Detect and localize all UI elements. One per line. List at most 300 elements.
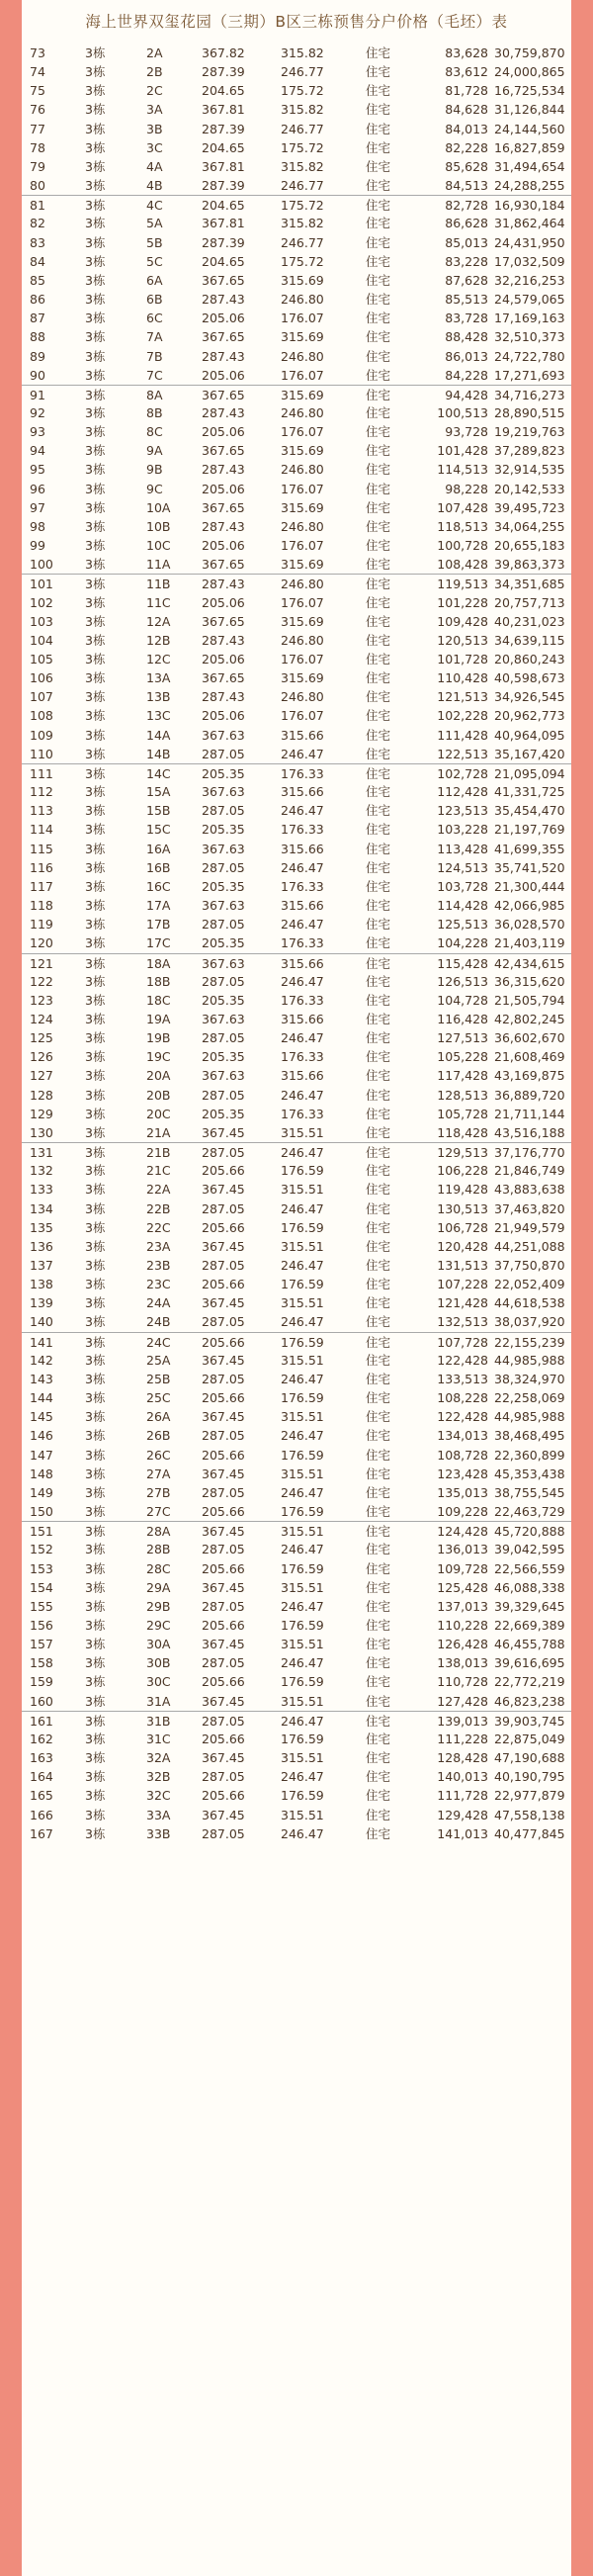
- gross-area: 205.06: [202, 367, 245, 383]
- total-price: 20,757,713: [494, 594, 565, 610]
- row-number: 136: [30, 1238, 53, 1254]
- gross-area: 367.45: [202, 1352, 245, 1368]
- building: 3栋: [85, 1314, 106, 1330]
- building: 3栋: [85, 632, 106, 648]
- net-area: 315.51: [281, 1182, 324, 1198]
- gross-area: 287.05: [202, 1484, 245, 1500]
- usage: 住宅: [366, 1314, 391, 1330]
- building: 3栋: [85, 518, 106, 534]
- building: 3栋: [85, 1145, 106, 1161]
- total-price: 19,219,763: [494, 424, 565, 440]
- building: 3栋: [85, 1447, 106, 1463]
- net-area: 315.51: [281, 1238, 324, 1254]
- unit-price: 129,428: [437, 1807, 488, 1822]
- gross-area: 287.05: [202, 1030, 245, 1046]
- unit-number: 26A: [146, 1409, 171, 1425]
- total-price: 47,190,688: [494, 1750, 565, 1766]
- unit-number: 8A: [146, 387, 163, 402]
- total-price: 44,985,988: [494, 1352, 565, 1368]
- row-number: 80: [30, 178, 45, 194]
- row-number: 167: [30, 1825, 53, 1841]
- net-area: 175.72: [281, 83, 324, 99]
- unit-price: 132,513: [437, 1314, 488, 1330]
- table-title: 海上世界双玺花园（三期）B区三栋预售分户价格（毛坯）表: [85, 13, 508, 31]
- gross-area: 205.35: [202, 878, 245, 894]
- row-number: 104: [30, 632, 53, 648]
- total-price: 46,088,338: [494, 1579, 565, 1595]
- table-row: [22, 858, 571, 877]
- net-area: 175.72: [281, 198, 324, 214]
- unit-price: 87,628: [445, 272, 488, 288]
- net-area: 176.59: [281, 1334, 324, 1350]
- unit-price: 111,428: [437, 727, 488, 743]
- table-row: [22, 1521, 571, 1540]
- unit-price: 112,428: [437, 784, 488, 800]
- total-price: 41,331,725: [494, 784, 565, 800]
- row-number: 117: [30, 878, 53, 894]
- building: 3栋: [85, 557, 106, 573]
- table-row: [22, 1370, 571, 1388]
- usage: 住宅: [366, 1617, 391, 1633]
- gross-area: 367.65: [202, 499, 245, 515]
- net-area: 246.80: [281, 404, 324, 420]
- unit-price: 114,513: [437, 462, 488, 478]
- unit-price: 101,428: [437, 443, 488, 459]
- usage: 住宅: [366, 1731, 391, 1746]
- unit-number: 21B: [146, 1145, 171, 1161]
- row-number: 145: [30, 1409, 53, 1425]
- row-number: 154: [30, 1579, 53, 1595]
- table-row: [22, 1730, 571, 1748]
- net-area: 246.80: [281, 348, 324, 364]
- table-row: [22, 1692, 571, 1711]
- table-row: [22, 1635, 571, 1653]
- unit-price: 119,428: [437, 1182, 488, 1198]
- unit-number: 18C: [146, 992, 171, 1008]
- row-number: 99: [30, 538, 45, 554]
- table-row: [22, 782, 571, 801]
- unit-price: 101,228: [437, 594, 488, 610]
- unit-price: 81,728: [445, 83, 488, 99]
- unit-number: 27A: [146, 1466, 171, 1481]
- row-number: 105: [30, 652, 53, 666]
- net-area: 176.33: [281, 765, 324, 781]
- gross-area: 367.45: [202, 1637, 245, 1652]
- unit-number: 7A: [146, 329, 163, 345]
- total-price: 34,716,273: [494, 387, 565, 402]
- unit-price: 114,428: [437, 898, 488, 914]
- unit-number: 28A: [146, 1524, 171, 1540]
- row-number: 138: [30, 1277, 53, 1292]
- gross-area: 367.63: [202, 784, 245, 800]
- net-area: 176.59: [281, 1788, 324, 1804]
- unit-price: 98,228: [445, 481, 488, 496]
- total-price: 31,494,654: [494, 158, 565, 174]
- total-price: 34,926,545: [494, 689, 565, 705]
- net-area: 315.69: [281, 613, 324, 629]
- gross-area: 205.06: [202, 481, 245, 496]
- total-price: 17,169,163: [494, 311, 565, 326]
- table-row: [22, 81, 571, 100]
- unit-price: 103,728: [437, 878, 488, 894]
- building: 3栋: [85, 462, 106, 478]
- building: 3栋: [85, 481, 106, 496]
- usage: 住宅: [366, 784, 391, 800]
- unit-number: 33B: [146, 1825, 171, 1841]
- total-price: 40,598,673: [494, 670, 565, 686]
- row-number: 142: [30, 1352, 53, 1368]
- unit-price: 83,628: [445, 45, 488, 60]
- table-row: [22, 1806, 571, 1824]
- unit-price: 124,513: [437, 859, 488, 875]
- unit-number: 16B: [146, 859, 171, 875]
- gross-area: 367.45: [202, 1579, 245, 1595]
- net-area: 246.80: [281, 518, 324, 534]
- building: 3栋: [85, 272, 106, 288]
- table-row: [22, 1465, 571, 1483]
- building: 3栋: [85, 1049, 106, 1065]
- gross-area: 367.45: [202, 1524, 245, 1540]
- unit-number: 23A: [146, 1238, 171, 1254]
- usage: 住宅: [366, 1352, 391, 1368]
- usage: 住宅: [366, 1579, 391, 1595]
- row-number: 164: [30, 1769, 53, 1785]
- unit-number: 2A: [146, 45, 163, 60]
- unit-price: 109,728: [437, 1560, 488, 1576]
- gross-area: 287.05: [202, 1825, 245, 1841]
- unit-price: 100,728: [437, 538, 488, 554]
- gross-area: 367.45: [202, 1124, 245, 1140]
- total-price: 43,883,638: [494, 1182, 565, 1198]
- net-area: 315.69: [281, 329, 324, 345]
- row-number: 152: [30, 1542, 53, 1557]
- unit-price: 137,013: [437, 1598, 488, 1614]
- unit-price: 85,513: [445, 292, 488, 308]
- gross-area: 287.43: [202, 518, 245, 534]
- unit-price: 125,428: [437, 1579, 488, 1595]
- unit-number: 9A: [146, 443, 163, 459]
- net-area: 315.66: [281, 727, 324, 743]
- row-number: 73: [30, 45, 45, 60]
- total-price: 20,655,183: [494, 538, 565, 554]
- net-area: 246.47: [281, 746, 324, 761]
- building: 3栋: [85, 329, 106, 345]
- building: 3栋: [85, 784, 106, 800]
- building: 3栋: [85, 1068, 106, 1084]
- table-row: [22, 593, 571, 612]
- total-price: 21,197,769: [494, 822, 565, 838]
- unit-price: 110,228: [437, 1617, 488, 1633]
- table-row: [22, 706, 571, 725]
- net-area: 315.82: [281, 102, 324, 118]
- table-row: [22, 327, 571, 346]
- unit-number: 7B: [146, 348, 163, 364]
- building: 3栋: [85, 216, 106, 231]
- row-number: 101: [30, 577, 53, 592]
- unit-price: 106,228: [437, 1163, 488, 1179]
- row-number: 125: [30, 1030, 53, 1046]
- gross-area: 367.81: [202, 216, 245, 231]
- gross-area: 287.43: [202, 404, 245, 420]
- gross-area: 287.05: [202, 1145, 245, 1161]
- net-area: 176.07: [281, 481, 324, 496]
- gross-area: 287.05: [202, 973, 245, 989]
- row-number: 93: [30, 424, 45, 440]
- unit-price: 139,013: [437, 1713, 488, 1729]
- gross-area: 367.65: [202, 329, 245, 345]
- total-price: 16,827,859: [494, 139, 565, 155]
- unit-price: 110,428: [437, 670, 488, 686]
- unit-number: 6A: [146, 272, 163, 288]
- row-number: 123: [30, 992, 53, 1008]
- unit-price: 109,228: [437, 1504, 488, 1520]
- row-number: 98: [30, 518, 45, 534]
- unit-price: 122,513: [437, 746, 488, 761]
- table-row: [22, 726, 571, 745]
- row-number: 149: [30, 1484, 53, 1500]
- usage: 住宅: [366, 632, 391, 648]
- unit-price: 104,228: [437, 935, 488, 951]
- building: 3栋: [85, 102, 106, 118]
- unit-price: 128,513: [437, 1087, 488, 1103]
- unit-number: 21A: [146, 1124, 171, 1140]
- usage: 住宅: [366, 557, 391, 573]
- building: 3栋: [85, 83, 106, 99]
- net-area: 176.59: [281, 1447, 324, 1463]
- row-number: 90: [30, 367, 45, 383]
- building: 3栋: [85, 1731, 106, 1746]
- net-area: 315.51: [281, 1807, 324, 1822]
- building: 3栋: [85, 652, 106, 666]
- unit-number: 8C: [146, 424, 163, 440]
- unit-number: 22B: [146, 1200, 171, 1216]
- table-row: [22, 820, 571, 839]
- unit-number: 30C: [146, 1674, 171, 1690]
- unit-price: 118,428: [437, 1124, 488, 1140]
- unit-price: 100,513: [437, 404, 488, 420]
- unit-price: 120,428: [437, 1238, 488, 1254]
- net-area: 176.07: [281, 594, 324, 610]
- net-area: 315.82: [281, 216, 324, 231]
- usage: 住宅: [366, 1713, 391, 1729]
- usage: 住宅: [366, 292, 391, 308]
- building: 3栋: [85, 121, 106, 136]
- usage: 住宅: [366, 689, 391, 705]
- building: 3栋: [85, 1542, 106, 1557]
- net-area: 246.47: [281, 1598, 324, 1614]
- total-price: 46,455,788: [494, 1637, 565, 1652]
- unit-price: 131,513: [437, 1258, 488, 1273]
- table-row: [22, 1312, 571, 1331]
- net-area: 246.77: [281, 178, 324, 194]
- unit-price: 121,428: [437, 1295, 488, 1311]
- unit-price: 83,612: [445, 64, 488, 80]
- net-area: 176.07: [281, 538, 324, 554]
- total-price: 20,962,773: [494, 708, 565, 724]
- net-area: 315.51: [281, 1466, 324, 1481]
- table-row: [22, 1180, 571, 1199]
- row-number: 114: [30, 822, 53, 838]
- net-area: 176.59: [281, 1617, 324, 1633]
- building: 3栋: [85, 1579, 106, 1595]
- net-area: 246.77: [281, 64, 324, 80]
- gross-area: 204.65: [202, 83, 245, 99]
- unit-number: 20A: [146, 1068, 171, 1084]
- gross-area: 204.65: [202, 253, 245, 269]
- total-price: 39,329,645: [494, 1598, 565, 1614]
- net-area: 176.59: [281, 1731, 324, 1746]
- gross-area: 287.43: [202, 577, 245, 592]
- table-row: [22, 574, 571, 592]
- table-row: [22, 763, 571, 782]
- gross-area: 205.06: [202, 311, 245, 326]
- unit-number: 4B: [146, 178, 163, 194]
- gross-area: 205.66: [202, 1504, 245, 1520]
- unit-price: 138,013: [437, 1655, 488, 1671]
- table-row: [22, 62, 571, 81]
- usage: 住宅: [366, 1637, 391, 1652]
- row-number: 157: [30, 1637, 53, 1652]
- gross-area: 287.05: [202, 1258, 245, 1273]
- building: 3栋: [85, 348, 106, 364]
- usage: 住宅: [366, 1504, 391, 1520]
- row-number: 94: [30, 443, 45, 459]
- usage: 住宅: [366, 1145, 391, 1161]
- unit-price: 141,013: [437, 1825, 488, 1841]
- net-area: 315.69: [281, 443, 324, 459]
- building: 3栋: [85, 746, 106, 761]
- total-price: 21,608,469: [494, 1049, 565, 1065]
- net-area: 246.47: [281, 1825, 324, 1841]
- gross-area: 287.05: [202, 1598, 245, 1614]
- total-price: 21,095,094: [494, 765, 565, 781]
- unit-price: 106,728: [437, 1219, 488, 1235]
- usage: 住宅: [366, 803, 391, 819]
- total-price: 34,064,255: [494, 518, 565, 534]
- unit-price: 84,013: [445, 121, 488, 136]
- table-row: [22, 1748, 571, 1767]
- unit-price: 85,628: [445, 158, 488, 174]
- table-row: [22, 1256, 571, 1275]
- gross-area: 205.66: [202, 1560, 245, 1576]
- table-row: [22, 138, 571, 157]
- net-area: 176.59: [281, 1163, 324, 1179]
- unit-number: 29C: [146, 1617, 171, 1633]
- total-price: 35,167,420: [494, 746, 565, 761]
- unit-number: 25B: [146, 1371, 171, 1386]
- gross-area: 367.45: [202, 1466, 245, 1481]
- net-area: 246.77: [281, 121, 324, 136]
- unit-number: 15A: [146, 784, 171, 800]
- table-row: [22, 120, 571, 138]
- table-row: [22, 1407, 571, 1426]
- row-number: 140: [30, 1314, 53, 1330]
- total-price: 16,930,184: [494, 198, 565, 214]
- total-price: 37,750,870: [494, 1258, 565, 1273]
- usage: 住宅: [366, 613, 391, 629]
- net-area: 246.47: [281, 973, 324, 989]
- building: 3栋: [85, 1011, 106, 1026]
- usage: 住宅: [366, 1390, 391, 1406]
- unit-number: 31A: [146, 1693, 171, 1709]
- building: 3栋: [85, 803, 106, 819]
- unit-price: 120,513: [437, 632, 488, 648]
- unit-price: 128,428: [437, 1750, 488, 1766]
- net-area: 315.66: [281, 1068, 324, 1084]
- gross-area: 287.05: [202, 859, 245, 875]
- usage: 住宅: [366, 1163, 391, 1179]
- table-row: [22, 480, 571, 498]
- row-number: 156: [30, 1617, 53, 1633]
- total-price: 35,454,470: [494, 803, 565, 819]
- unit-number: 32C: [146, 1788, 171, 1804]
- table-row: [22, 1332, 571, 1351]
- unit-number: 19A: [146, 1011, 171, 1026]
- row-number: 102: [30, 594, 53, 610]
- usage: 住宅: [366, 841, 391, 856]
- gross-area: 287.43: [202, 292, 245, 308]
- table-row: [22, 1161, 571, 1180]
- usage: 住宅: [366, 670, 391, 686]
- table-row: [22, 347, 571, 366]
- usage: 住宅: [366, 216, 391, 231]
- unit-price: 126,428: [437, 1637, 488, 1652]
- usage: 住宅: [366, 499, 391, 515]
- unit-number: 33A: [146, 1807, 171, 1822]
- unit-number: 31B: [146, 1713, 171, 1729]
- net-area: 246.47: [281, 1087, 324, 1103]
- usage: 住宅: [366, 973, 391, 989]
- net-area: 176.07: [281, 652, 324, 666]
- unit-price: 108,428: [437, 557, 488, 573]
- building: 3栋: [85, 1163, 106, 1179]
- total-price: 39,616,695: [494, 1655, 565, 1671]
- row-number: 109: [30, 727, 53, 743]
- row-number: 127: [30, 1068, 53, 1084]
- unit-price: 134,013: [437, 1428, 488, 1444]
- unit-number: 14B: [146, 746, 171, 761]
- usage: 住宅: [366, 765, 391, 781]
- table-row: [22, 1426, 571, 1445]
- building: 3栋: [85, 992, 106, 1008]
- usage: 住宅: [366, 329, 391, 345]
- net-area: 176.07: [281, 424, 324, 440]
- gross-area: 367.65: [202, 272, 245, 288]
- row-number: 89: [30, 348, 45, 364]
- row-number: 107: [30, 689, 53, 705]
- building: 3栋: [85, 1750, 106, 1766]
- row-number: 92: [30, 404, 45, 420]
- total-price: 40,477,845: [494, 1825, 565, 1841]
- net-area: 246.47: [281, 1258, 324, 1273]
- building: 3栋: [85, 45, 106, 60]
- table-row: [22, 801, 571, 820]
- row-number: 139: [30, 1295, 53, 1311]
- unit-number: 11A: [146, 557, 171, 573]
- net-area: 246.47: [281, 917, 324, 933]
- row-number: 103: [30, 613, 53, 629]
- total-price: 22,155,239: [494, 1334, 565, 1350]
- building: 3栋: [85, 178, 106, 194]
- building: 3栋: [85, 1219, 106, 1235]
- usage: 住宅: [366, 272, 391, 288]
- building: 3栋: [85, 1713, 106, 1729]
- unit-price: 103,228: [437, 822, 488, 838]
- usage: 住宅: [366, 1788, 391, 1804]
- gross-area: 287.05: [202, 1087, 245, 1103]
- unit-price: 111,228: [437, 1731, 488, 1746]
- row-number: 141: [30, 1334, 53, 1350]
